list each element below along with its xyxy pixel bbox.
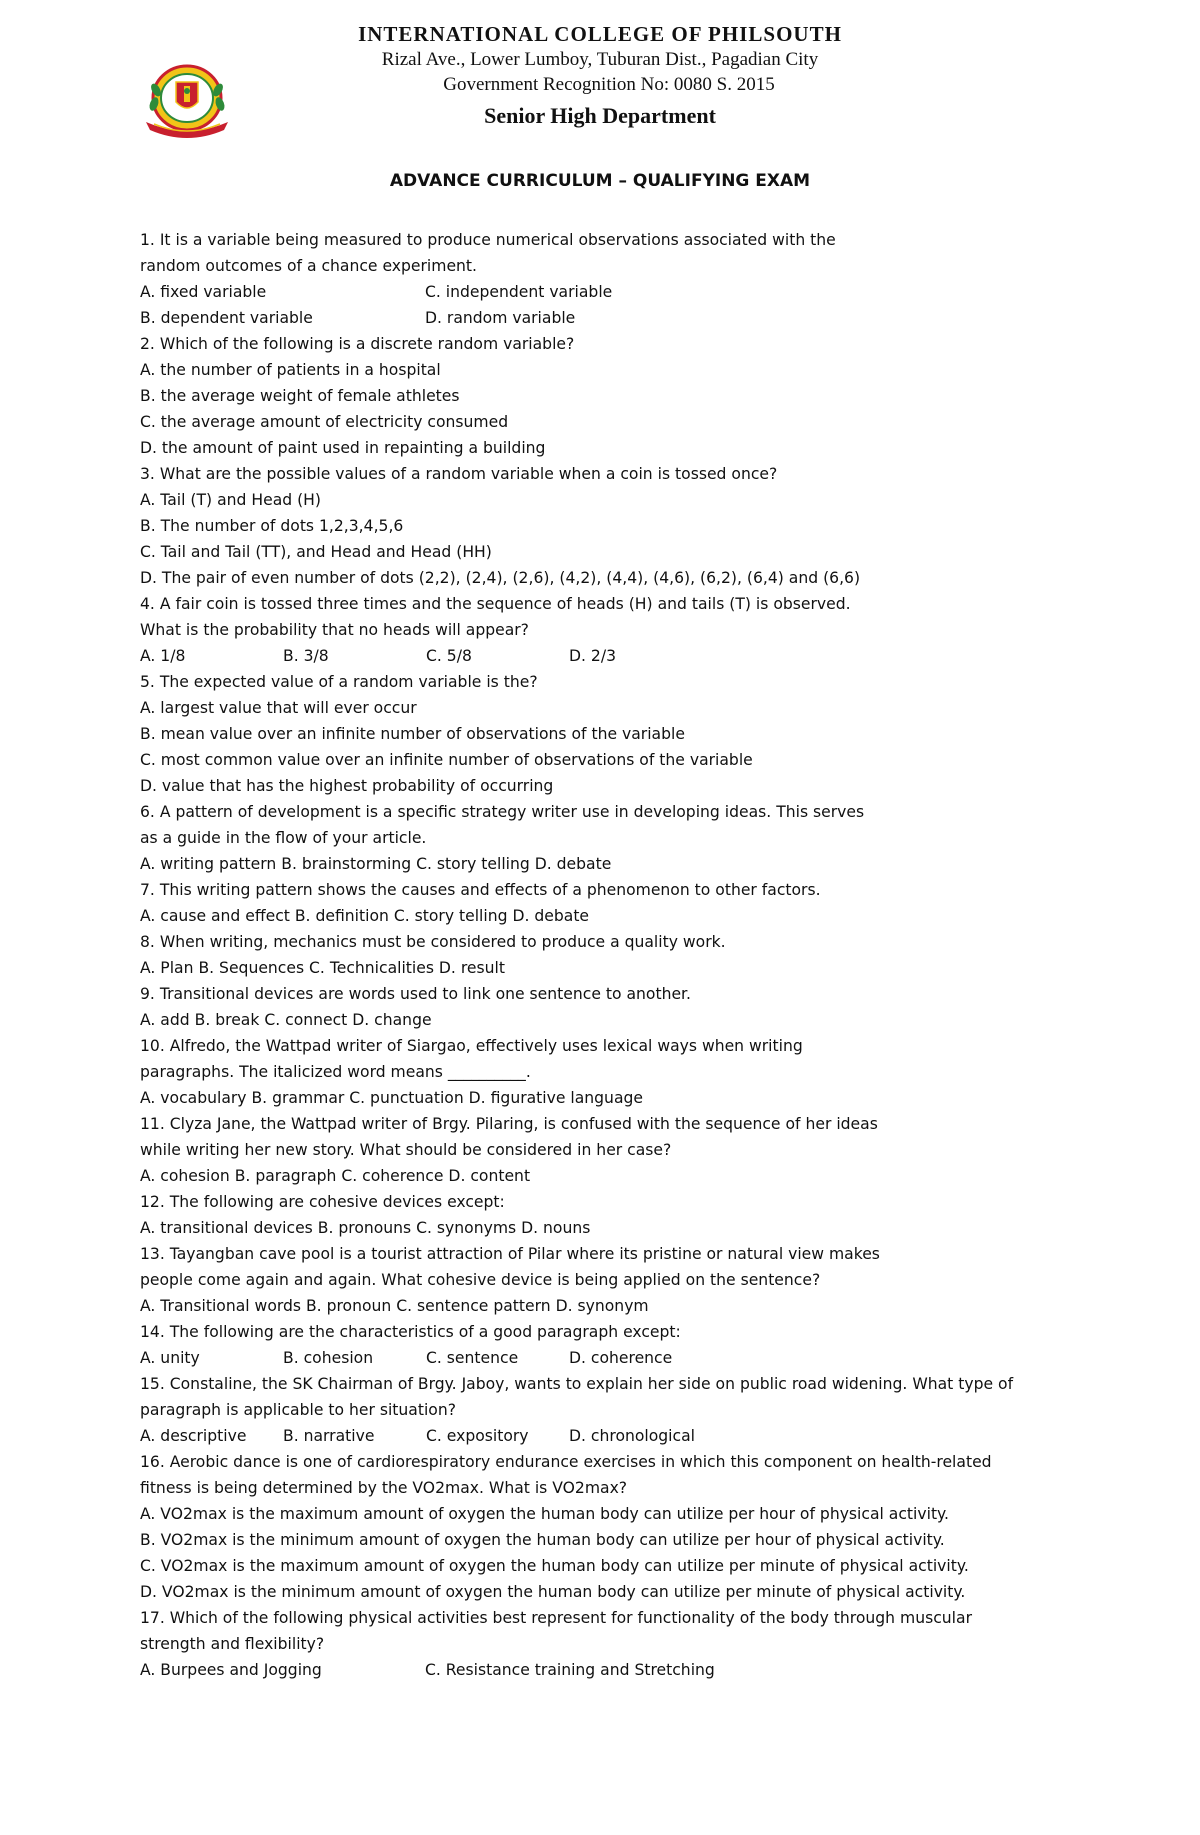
question-10 [140,1033,1040,1111]
question-1 [140,227,1040,331]
question-text: 2. Which of the following is a discrete random variable? [140,335,575,353]
question-text: fitness is being determined by the VO2max. What is VO2max? [140,1479,628,1497]
choice-row [140,643,1040,669]
choice-option: D. 2/3 [569,647,617,665]
choice-option: D. The pair of even number of dots (2,2), (2,4), (2,6), (4,2), (4,4), (4,6), (6,2), (6,4) and (6,6) [140,569,861,587]
question-8 [140,929,1040,981]
choice-row [140,1423,1040,1449]
choice-option: C. independent variable [425,283,613,301]
choice-option: A. 1/8 [140,647,186,665]
choice-option: A. VO2max is the maximum amount of oxygen the human body can utilize per hour of physical activity. [140,1505,950,1523]
school-address: Rizal Ave., Lower Lumboy, Tuburan Dist., Pagadian City [381,49,819,71]
choice-option: A. largest value that will ever occur [140,699,417,717]
question-text: 9. Transitional devices are words used to link one sentence to another. [140,985,691,1003]
choice-option: A. add B. break C. connect D. change [140,1011,432,1029]
question-text: paragraph is applicable to her situation? [140,1401,456,1419]
question-text: 1. It is a variable being measured to produce numerical observations associated with the [140,231,836,249]
choice-option: B. mean value over an infinite number of observations of the variable [140,725,685,743]
choice-option: D. chronological [569,1427,695,1445]
choice-option: B. dependent variable [140,309,313,327]
question-text: random outcomes of a chance experiment. [140,257,477,275]
question-7 [140,877,1040,929]
question-11 [140,1111,1040,1189]
question-text: 16. Aerobic dance is one of cardiorespiratory endurance exercises in which this component on health-related [140,1453,992,1471]
question-text: 11. Clyza Jane, the Wattpad writer of Brgy. Pilaring, is confused with the sequence of her ideas [140,1115,878,1133]
department-name: Senior High Department [484,102,716,128]
choice-option: A. Burpees and Jogging [140,1661,322,1679]
choice-option: A. vocabulary B. grammar C. punctuation D. figurative language [140,1089,643,1107]
question-2 [140,331,1040,461]
choice-row [140,1345,1040,1371]
question-text: as a guide in the flow of your article. [140,829,427,847]
choice-option: D. the amount of paint used in repainting a building [140,439,546,457]
choice-option: A. unity [140,1349,200,1367]
choice-option: B. the average weight of female athletes [140,387,460,405]
question-text: 3. What are the possible values of a random variable when a coin is tossed once? [140,465,778,483]
choice-option: B. VO2max is the minimum amount of oxygen the human body can utilize per hour of physical activity. [140,1531,945,1549]
question-text: 15. Constaline, the SK Chairman of Brgy. Jaboy, wants to explain her side on public road widening. What type of [140,1375,1014,1393]
question-text: strength and flexibility? [140,1635,325,1653]
choice-option: A. fixed variable [140,283,267,301]
question-text: 8. When writing, mechanics must be considered to produce a quality work. [140,933,726,951]
choice-option: D. coherence [569,1349,673,1367]
question-text: 5. The expected value of a random variable is the? [140,673,538,691]
question-3 [140,461,1040,591]
choice-option: A. Transitional words B. pronoun C. sentence pattern D. synonym [140,1297,649,1315]
question-text: paragraphs. The italicized word means __________. [140,1063,531,1081]
choice-option: A. the number of patients in a hospital [140,361,441,379]
choice-option: A. descriptive [140,1427,247,1445]
choice-option: A. Tail (T) and Head (H) [140,491,321,509]
document-header [0,20,1200,129]
choice-option: A. cause and effect B. definition C. story telling D. debate [140,907,590,925]
choice-option: B. The number of dots 1,2,3,4,5,6 [140,517,404,535]
choice-option: C. 5/8 [426,647,472,665]
choice-option: C. VO2max is the maximum amount of oxygen the human body can utilize per minute of physical activity. [140,1557,969,1575]
choice-option: D. random variable [425,309,576,327]
choice-option: A. transitional devices B. pronouns C. synonyms D. nouns [140,1219,591,1237]
choice-option: B. 3/8 [283,647,329,665]
choice-option: C. expository [426,1427,529,1445]
question-13 [140,1241,1040,1319]
question-9 [140,981,1040,1033]
choice-option: A. cohesion B. paragraph C. coherence D. content [140,1167,531,1185]
question-text: while writing her new story. What should be considered in her case? [140,1141,672,1159]
question-text: 6. A pattern of development is a specific strategy writer use in developing ideas. This serves [140,803,865,821]
choice-option: B. cohesion [283,1349,374,1367]
question-text: people come again and again. What cohesive device is being applied on the sentence? [140,1271,821,1289]
question-text: 4. A fair coin is tossed three times and the sequence of heads (H) and tails (T) is observed. [140,595,851,613]
choice-option: C. Tail and Tail (TT), and Head and Head (HH) [140,543,492,561]
question-4 [140,591,1040,669]
question-text: 13. Tayangban cave pool is a tourist attraction of Pilar where its pristine or natural view makes [140,1245,880,1263]
question-6 [140,799,1040,877]
choice-option: D. value that has the highest probability of occurring [140,777,554,795]
choice-row [140,279,1040,305]
choice-option: C. most common value over an infinite number of observations of the variable [140,751,753,769]
choice-option: A. Plan B. Sequences C. Technicalities D. result [140,959,505,977]
question-text: 12. The following are cohesive devices except: [140,1193,505,1211]
question-text: 10. Alfredo, the Wattpad writer of Siargao, effectively uses lexical ways when writing [140,1037,803,1055]
question-17 [140,1605,1040,1683]
choice-option: B. narrative [283,1427,375,1445]
question-12 [140,1189,1040,1241]
school-name: INTERNATIONAL COLLEGE OF PHILSOUTH [358,22,842,46]
question-list [140,227,1040,1683]
question-text: 7. This writing pattern shows the causes and effects of a phenomenon to other factors. [140,881,821,899]
question-14 [140,1319,1040,1371]
question-text: 17. Which of the following physical activities best represent for functionality of the body through muscular [140,1609,972,1627]
government-recognition: Government Recognition No: 0080 S. 2015 [443,73,775,95]
exam-title: ADVANCE CURRICULUM – QUALIFYING EXAM [389,171,811,191]
choice-option: A. writing pattern B. brainstorming C. story telling D. debate [140,855,612,873]
question-5 [140,669,1040,799]
choice-row [140,305,1040,331]
choice-option: D. VO2max is the minimum amount of oxygen the human body can utilize per minute of physical activity. [140,1583,966,1601]
question-15 [140,1371,1040,1449]
question-text: 14. The following are the characteristics of a good paragraph except: [140,1323,681,1341]
question-16 [140,1449,1040,1605]
choice-row [140,1657,1040,1683]
choice-option: C. Resistance training and Stretching [425,1661,715,1679]
choice-option: C. the average amount of electricity consumed [140,413,509,431]
choice-option: C. sentence [426,1349,519,1367]
question-text: What is the probability that no heads will appear? [140,621,529,639]
